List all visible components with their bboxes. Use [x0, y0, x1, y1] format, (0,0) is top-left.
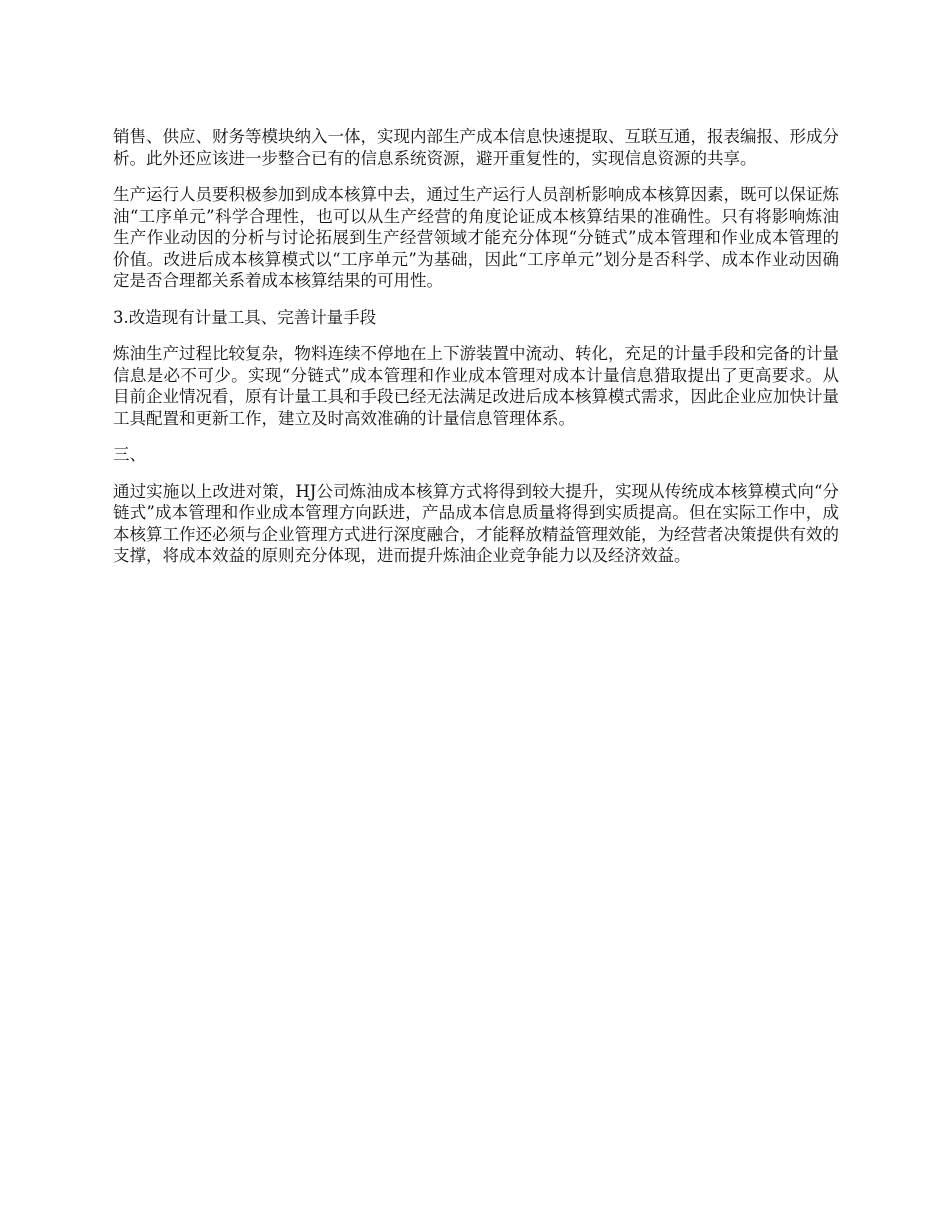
document-body	[113, 126, 839, 582]
paragraph-conclusion: 通过实施以上改进对策，HJ公司炼油成本核算方式将得到较大提升，实现从传统成本核算模式向“分链式”成本管理和作业成本管理方向跃进，产品成本信息质量将得到实质提高。但在实际工作中，成本核算工作还必须与企业管理方式进行深度融合，才能释放精益管理效能，为经营者决策提供有效的支撑，将成本效益的原则充分体现，进而提升炼油企业竞争能力以及经济效益。	[113, 481, 839, 565]
section-heading-metering: 3.改造现有计量工具、完善计量手段	[113, 307, 377, 327]
paragraph-production-staff: 生产运行人员要积极参加到成本核算中去，通过生产运行人员剖析影响成本核算因素，既可以保证炼油“工序单元”科学合理性，也可以从生产经营的角度论证成本核算结果的准确性。只有将影响炼油生产作业动因的分析与讨论拓展到生产经营领域才能充分体现“分链式”成本管理和作业成本管理的价值。改进后成本核算模式以“工序单元”为基础，因此“工序单元”划分是否科学、成本作业动因确定是否合理都关系着成本核算结果的可用性。	[113, 185, 839, 290]
paragraph-info-system: 销售、供应、财务等模块纳入一体，实现内部生产成本信息快速提取、互联互通，报表编报、形成分析。此外还应该进一步整合已有的信息系统资源，避开重复性的，实现信息资源的共享。	[113, 127, 839, 168]
section-heading-three: 三、	[113, 445, 146, 464]
paragraph-metering: 炼油生产过程比较复杂，物料连续不停地在上下游装置中流动、转化，充足的计量手段和完备的计量信息是必不可少。实现“分链式”成本管理和作业成本管理对成本计量信息猎取提出了更高要求。从目前企业情况看，原有计量工具和手段已经无法满足改进后成本核算模式需求，因此企业应加快计量工具配置和更新工作，建立及时高效准确的计量信息管理体系。	[113, 344, 839, 428]
